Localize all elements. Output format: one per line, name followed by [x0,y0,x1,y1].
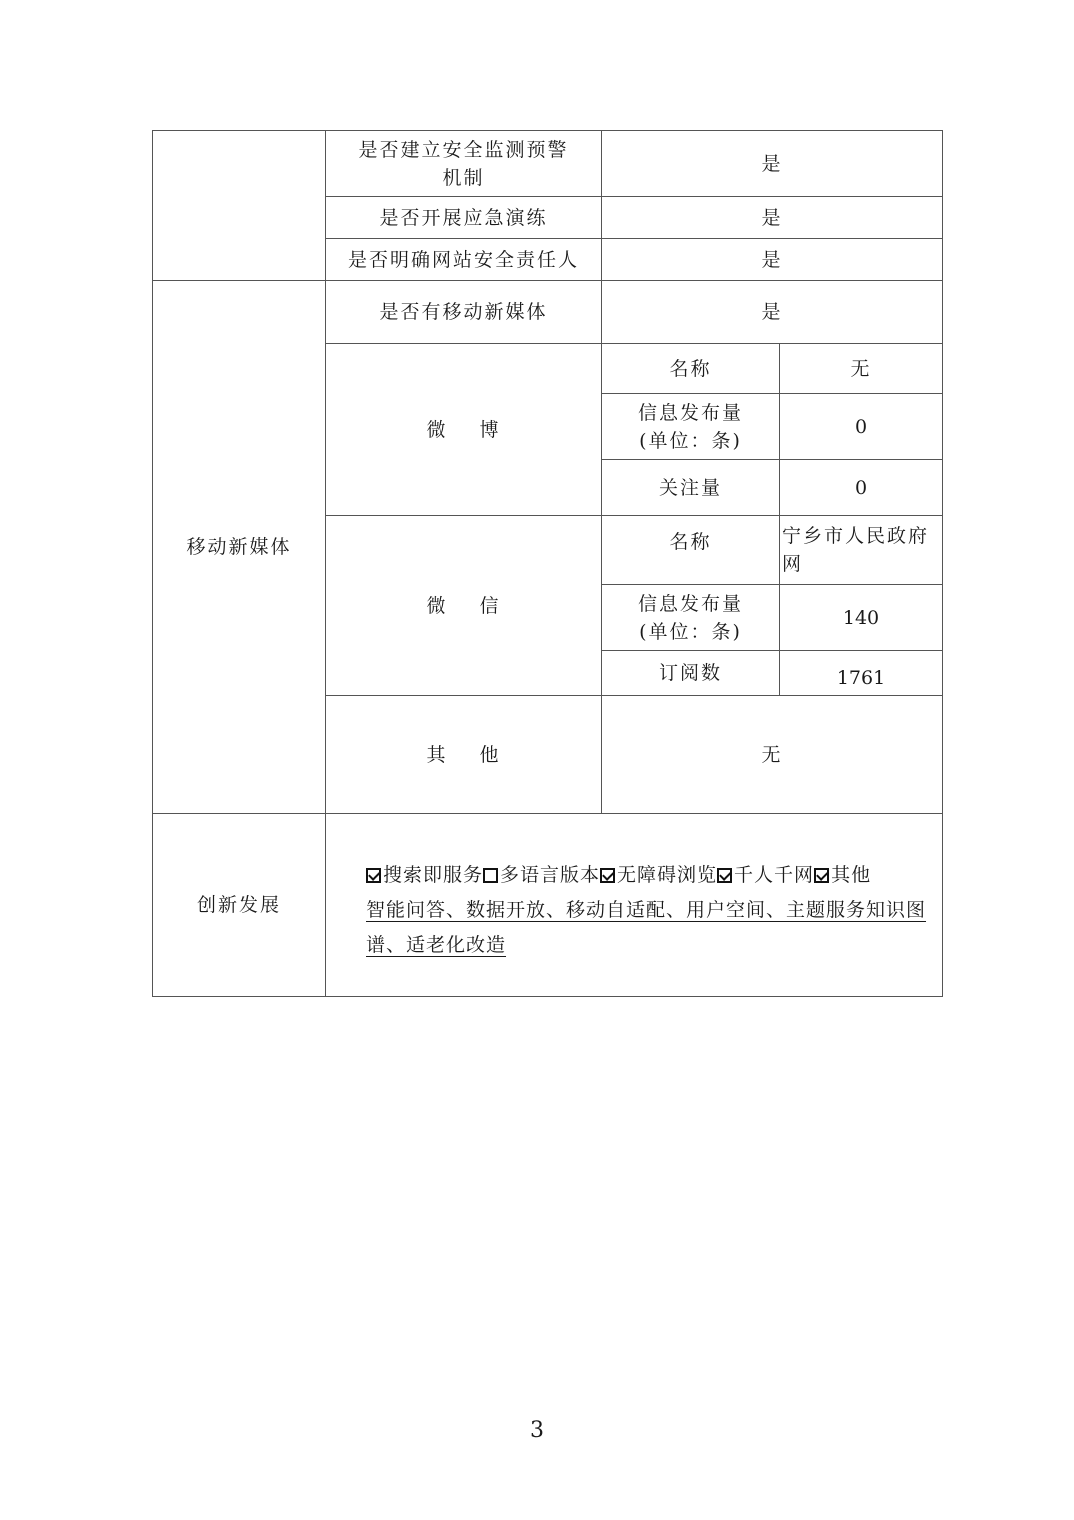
wechat-posts-label: 信息发布量 (单位：条) [602,585,780,651]
checked-checkbox-icon[interactable] [717,868,732,883]
security-section-cell [153,131,326,281]
innovation-other-text: 智能问答、数据开放、移动自适配、用户空间、主题服务知识图谱、适老化改造 [366,899,927,956]
innovation-option[interactable] [366,864,483,886]
other-media-value: 无 [602,696,943,814]
checked-checkbox-icon[interactable] [600,868,615,883]
weibo-posts-value: 0 [780,394,943,460]
has-media-label: 是否有移动新媒体 [326,281,602,344]
innovation-option-label: 搜索即服务 [383,864,484,886]
security-owner-value: 是 [602,239,943,281]
weibo-label: 微 博 [326,344,602,516]
checked-checkbox-icon[interactable] [366,868,381,883]
other-media-label: 其 他 [326,696,602,814]
media-section-label: 移动新媒体 [153,281,326,814]
wechat-name-label: 名称 [602,516,780,585]
innovation-option-label: 千人千网 [734,864,815,886]
innovation-option[interactable] [600,864,717,886]
weibo-followers-label: 关注量 [602,460,780,516]
innovation-option[interactable] [483,864,600,886]
wechat-name-value: 宁乡市人民政府网 [780,516,943,585]
checked-checkbox-icon[interactable] [814,868,829,883]
wechat-subs-label: 订阅数 [602,651,780,696]
innovation-option[interactable] [717,864,814,886]
has-media-value: 是 [602,281,943,344]
security-warning-label: 是否建立安全监测预警 机制 [326,131,602,197]
unchecked-checkbox-icon[interactable] [483,868,498,883]
innovation-section-label: 创新发展 [153,814,326,997]
row-innovation [153,814,943,997]
emergency-drill-label: 是否开展应急演练 [326,197,602,239]
weibo-name-label: 名称 [602,344,780,394]
innovation-option-label: 多语言版本 [500,864,601,886]
report-table [152,130,943,997]
innovation-option-label: 无障碍浏览 [617,864,718,886]
innovation-option[interactable] [814,864,871,886]
row-has-media [153,281,943,344]
weibo-name-value: 无 [780,344,943,394]
innovation-content [326,814,943,997]
wechat-label: 微 信 [326,516,602,696]
wechat-posts-value: 140 [780,585,943,651]
innovation-option-label: 其他 [831,864,872,886]
innovation-options [366,864,871,886]
weibo-followers-value: 0 [780,460,943,516]
emergency-drill-value: 是 [602,197,943,239]
security-owner-label: 是否明确网站安全责任人 [326,239,602,281]
report-table-container [152,130,943,997]
wechat-subs-value: 1761 [780,651,943,696]
row-security-warning [153,131,943,197]
page-number: 3 [530,1418,544,1443]
weibo-posts-label: 信息发布量 (单位：条) [602,394,780,460]
security-warning-value: 是 [602,131,943,197]
